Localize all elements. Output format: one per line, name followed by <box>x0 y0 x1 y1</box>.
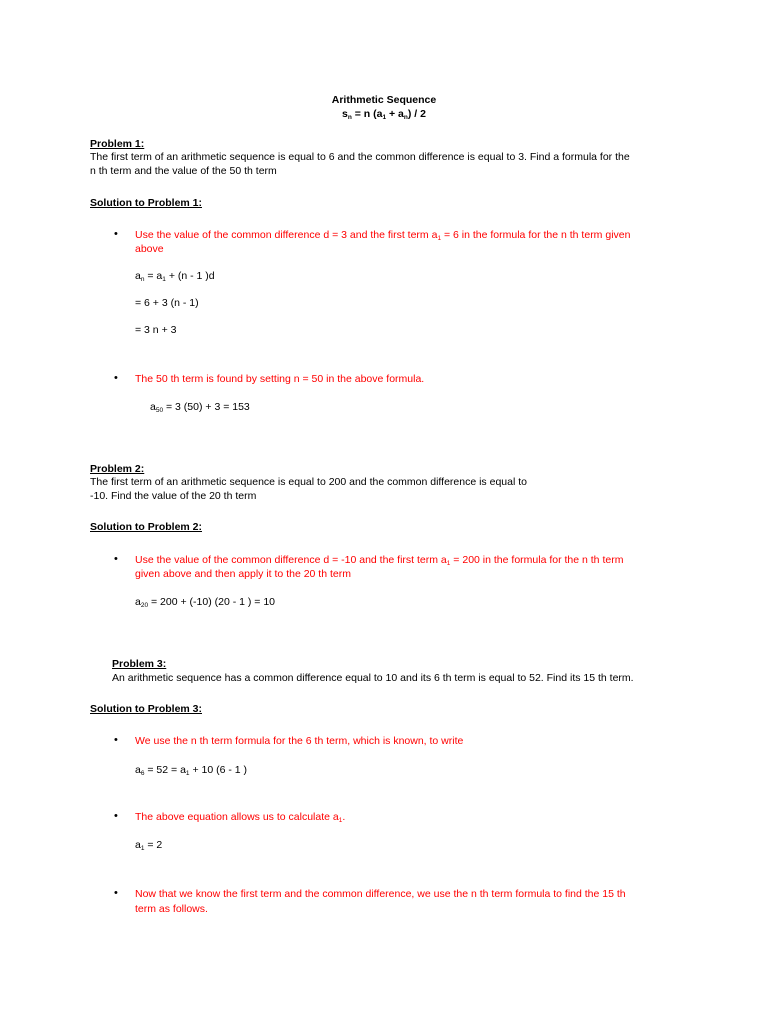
problem-2-text-line-1: The first term of an arithmetic sequence is equal to 200 and the common difference is equal to <box>90 476 527 488</box>
solution-1-step-1-line-2: above <box>135 243 164 255</box>
page-title: Arithmetic Sequence <box>331 94 437 106</box>
solution-3-step-3-line-1: Now that we know the first term and the common difference, we use the n th term formula to find the 15 th <box>135 888 626 900</box>
bullet-icon: • <box>114 887 118 899</box>
solution-3-equation-2: $a_1 = 2$ <box>135 839 163 852</box>
bullet-icon: • <box>114 810 118 822</box>
solution-1-heading: Solution to Problem 1: <box>90 197 202 209</box>
problem-2-heading: Problem 2: <box>90 463 145 475</box>
bullet-icon: • <box>114 553 118 565</box>
solution-2-equation-1: $a_{20} = 200 + (-10)$ (20 - 1 ) = 10 <box>135 596 276 609</box>
bullet-icon: • <box>114 734 118 746</box>
solution-1-equation-4: $a_{50} = 3$ (50) + 3 = 153 <box>150 401 250 414</box>
solution-3-heading: Solution to Problem 3: <box>90 703 202 715</box>
solution-1-equation-3: = 3 n + 3 <box>135 324 177 336</box>
problem-1-heading: Problem 1: <box>90 138 145 150</box>
sum-formula: $s_n = n$ $(a_1 + a_n) / 2$ <box>342 108 426 121</box>
solution-1-equation-2: = 6 + 3 (n - 1) <box>135 297 199 309</box>
solution-1-step-2: The 50 th term is found by setting n = 50 in the above formula. <box>135 373 425 385</box>
solution-1-step-1-line-1: Use the value of the common difference d = 3 and the first term $a_1 = 6$ in the formula for the n th term given <box>135 229 631 242</box>
problem-3-text: An arithmetic sequence has a common difference equal to 10 and its 6 th term is equal to 52. Find its 15 th term. <box>112 672 634 684</box>
solution-3-step-2: The above equation allows us to calculate $a_1$. <box>135 811 346 824</box>
solution-3-step-3-line-2: term as follows. <box>135 903 208 915</box>
problem-3-heading: Problem 3: <box>112 658 167 670</box>
solution-2-heading: Solution to Problem 2: <box>90 521 202 533</box>
solution-3-equation-1: $a_6 = 52 = a_1 + 10$ (6 - 1 ) <box>135 764 248 777</box>
bullet-icon: • <box>114 372 118 384</box>
bullet-icon: • <box>114 228 118 240</box>
solution-2-step-1-line-1: Use the value of the common difference d = -10 and the first term $a_1 = 200$ in the formula for the n th term <box>135 554 624 567</box>
problem-2-text-line-2: -10. Find the value of the 20 th term <box>90 490 257 502</box>
problem-1-text-line-2: n th term and the value of the 50 th term <box>90 165 277 177</box>
solution-2-step-1-line-2: given above and then apply it to the 20 th term <box>135 568 351 580</box>
solution-1-equation-1: $a_n = a_1 + (n - 1$ )d <box>135 270 215 283</box>
solution-3-step-1: We use the n th term formula for the 6 th term, which is known, to write <box>135 735 464 747</box>
problem-1-text-line-1: The first term of an arithmetic sequence is equal to 6 and the common difference is equal to 3. Find a formula for the <box>90 151 630 163</box>
